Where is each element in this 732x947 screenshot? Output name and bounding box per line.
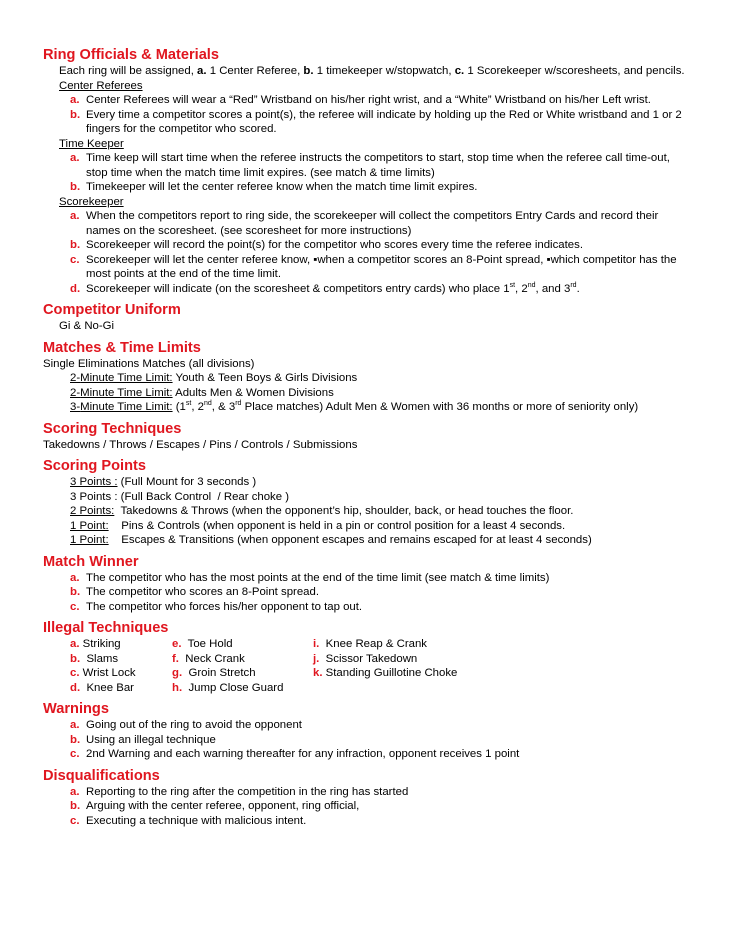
illegal-item bbox=[172, 666, 313, 681]
time-limit-row bbox=[43, 386, 693, 401]
list-text: , 2 bbox=[515, 282, 528, 295]
time-limit-number: 2- bbox=[70, 386, 81, 399]
uniform-text: Gi & No-Gi bbox=[59, 320, 115, 332]
illegal-item bbox=[313, 652, 457, 667]
list-item bbox=[43, 799, 693, 814]
list-letter: b. bbox=[70, 108, 81, 121]
document bbox=[43, 46, 693, 828]
list-text: . bbox=[576, 282, 580, 295]
ordinal-suffix: st bbox=[509, 281, 516, 289]
list-letter: a. bbox=[70, 94, 80, 106]
list-letter: b. bbox=[70, 733, 81, 746]
points-row bbox=[43, 475, 693, 490]
list-text: Toe Hold bbox=[181, 638, 233, 650]
list-letter: d. bbox=[70, 282, 81, 295]
list-text: Slams bbox=[80, 652, 119, 665]
list-text: Jump Close Guard bbox=[182, 681, 284, 694]
list-item bbox=[43, 93, 693, 108]
list-item bbox=[43, 180, 693, 195]
illegal-techniques-columns bbox=[43, 637, 693, 695]
intro-text: 1 Scorekeeper w/scoresheets, and pencils. bbox=[464, 65, 685, 77]
list-text: The competitor who has the most points at the end of the time limit (see match & time limits) bbox=[86, 571, 550, 584]
intro-letter: a. bbox=[197, 65, 207, 77]
list-letter: j. bbox=[313, 652, 320, 665]
list-letter: h. bbox=[172, 681, 183, 694]
list-text: Timekeeper will let the center referee know when the match time limit expires. bbox=[86, 181, 478, 193]
illegal-item bbox=[70, 681, 172, 696]
list-text: The competitor who forces his/her opponent to tap out. bbox=[86, 600, 363, 613]
list-letter: c. bbox=[70, 814, 80, 827]
list-letter: d. bbox=[70, 681, 81, 694]
list-letter: e. bbox=[172, 638, 182, 650]
time-limit-row bbox=[43, 371, 693, 386]
section-heading: Ring Officials & Materials bbox=[43, 47, 219, 63]
time-limit-row bbox=[43, 400, 693, 415]
list-item bbox=[43, 747, 693, 762]
list-letter: a. bbox=[70, 152, 80, 164]
list-item bbox=[43, 733, 693, 748]
list-letter: a. bbox=[70, 785, 80, 798]
points-label: 3 Points : bbox=[70, 476, 118, 488]
list-item bbox=[43, 151, 693, 180]
time-limit-number: 2- bbox=[70, 372, 81, 384]
list-item bbox=[43, 814, 693, 829]
time-limit-label: Minute Time Limit: bbox=[80, 401, 173, 413]
time-limit-label: Minute Time Limit: bbox=[80, 372, 173, 384]
list-item bbox=[43, 600, 693, 615]
list-text: Scissor Takedown bbox=[319, 652, 418, 665]
illegal-item bbox=[70, 652, 172, 667]
illegal-item bbox=[70, 637, 172, 652]
list-letter: b. bbox=[70, 586, 81, 598]
ordinal-suffix: rd bbox=[235, 400, 242, 408]
ordinal-suffix: nd bbox=[527, 281, 536, 289]
list-item bbox=[43, 718, 693, 733]
illegal-item bbox=[313, 666, 457, 681]
section-heading: Disqualifications bbox=[43, 767, 160, 784]
list-item bbox=[43, 785, 693, 800]
list-letter: k. bbox=[313, 667, 323, 679]
list-letter: b. bbox=[70, 239, 81, 251]
points-row bbox=[43, 519, 693, 534]
list-item bbox=[43, 108, 693, 137]
list-text: Knee Reap & Crank bbox=[319, 638, 427, 650]
list-letter: f. bbox=[172, 652, 179, 665]
illegal-column bbox=[70, 637, 172, 695]
points-text: (Full Back Control / Rear choke ) bbox=[117, 490, 290, 503]
illegal-item bbox=[70, 666, 172, 681]
ordinal-suffix: rd bbox=[570, 281, 577, 289]
list-text: , and 3 bbox=[535, 282, 571, 295]
list-text: Every time a competitor scores a point(s), the referee will indicate by holding up the Red or White wristband and 1 or 2 fingers for the competitor who scored. bbox=[86, 108, 682, 135]
points-label: 2 Points: bbox=[70, 505, 115, 517]
list-letter: c. bbox=[70, 253, 80, 266]
points-text: Escapes & Transitions (when opponent escapes and remains escaped for at least 4 seconds) bbox=[108, 534, 592, 546]
section-heading: Matches & Time Limits bbox=[43, 339, 201, 356]
section-heading: Warnings bbox=[43, 701, 109, 717]
list-text: Knee Bar bbox=[80, 681, 134, 694]
list-text: Striking bbox=[79, 638, 121, 650]
list-text: Reporting to the ring after the competition in the ring has started bbox=[86, 785, 409, 798]
list-letter: g. bbox=[172, 667, 183, 679]
techniques-text: Takedowns / Throws / Escapes / Pins / Controls / Submissions bbox=[43, 438, 358, 451]
points-text: Takedowns & Throws (when the opponent’s hip, shoulder, back, or head touches the floor. bbox=[114, 505, 574, 517]
list-text: 2nd Warning and each warning thereafter for any infraction, opponent receives 1 point bbox=[86, 748, 520, 760]
list-letter: a. bbox=[70, 210, 80, 222]
illegal-item bbox=[172, 637, 313, 652]
list-item bbox=[43, 282, 693, 297]
time-limit-text: Youth & Teen Boys & Girls Divisions bbox=[172, 372, 358, 384]
list-text: Arguing with the center referee, opponent, ring official, bbox=[86, 800, 360, 812]
list-item bbox=[43, 209, 693, 238]
list-text: When the competitors report to ring side, the scorekeeper will collect the competitors Entry Cards and record their names on the scoresheet. (see scoresheet for more instructions) bbox=[86, 210, 659, 237]
time-limit-text: , & 3 bbox=[211, 401, 236, 413]
list-letter: b. bbox=[70, 181, 81, 193]
list-letter: b. bbox=[70, 800, 81, 812]
points-label: 3 Points : bbox=[70, 490, 118, 503]
list-text: Time keep will start time when the referee instructs the competitors to start, stop time when the referee call time-out, stop time when the match time limit expires. (see match & time limits) bbox=[86, 152, 670, 179]
time-limit-text: (1 bbox=[172, 401, 186, 413]
points-label: 1 Point: bbox=[70, 519, 109, 532]
section-heading: Match Winner bbox=[43, 553, 139, 570]
list-letter: b. bbox=[70, 652, 81, 665]
ring-intro bbox=[43, 64, 693, 79]
subsection-title: Scorekeeper bbox=[59, 195, 124, 208]
section-heading: Scoring Techniques bbox=[43, 420, 182, 437]
list-text: Scorekeeper will let the center referee know, ▪when a competitor scores an 8-Point spread, ▪which competitor has the most points at the end of the time limit. bbox=[86, 253, 677, 280]
intro-letter: b. bbox=[303, 65, 314, 77]
points-row bbox=[43, 504, 693, 519]
list-item bbox=[43, 238, 693, 253]
illegal-item bbox=[172, 652, 313, 667]
list-letter: c. bbox=[70, 667, 80, 679]
matches-intro: Single Eliminations Matches (all divisions) bbox=[43, 357, 255, 370]
list-text: Neck Crank bbox=[178, 652, 245, 665]
list-item bbox=[43, 585, 693, 600]
list-text: Standing Guillotine Choke bbox=[322, 667, 458, 679]
ordinal-suffix: nd bbox=[203, 400, 212, 408]
list-letter: c. bbox=[70, 600, 80, 613]
points-text: (Full Mount for 3 seconds ) bbox=[117, 476, 257, 488]
list-text: Using an illegal technique bbox=[86, 733, 216, 746]
illegal-item bbox=[313, 637, 457, 652]
points-row bbox=[43, 490, 693, 505]
list-item bbox=[43, 253, 693, 282]
list-text: The competitor who scores an 8-Point spread. bbox=[86, 586, 319, 598]
time-limit-number: 3- bbox=[70, 401, 81, 413]
list-text: Scorekeeper will indicate (on the scoresheet & competitors entry cards) who place 1 bbox=[86, 282, 510, 295]
list-text: Groin Stretch bbox=[182, 667, 256, 679]
section-heading: Illegal Techniques bbox=[43, 620, 169, 636]
subsection-title: Time Keeper bbox=[59, 137, 124, 150]
intro-text: 1 timekeeper w/stopwatch, bbox=[313, 65, 455, 77]
points-text: Pins & Controls (when opponent is held in a pin or control position for a least 4 seconds. bbox=[108, 519, 566, 532]
time-limit-text: Place matches) Adult Men & Women with 36 months or more of seniority only) bbox=[241, 401, 639, 413]
time-limit-text: Adults Men & Women Divisions bbox=[172, 386, 334, 399]
section-heading: Scoring Points bbox=[43, 458, 146, 474]
list-letter: a. bbox=[70, 719, 80, 731]
list-text: Wrist Lock bbox=[79, 667, 136, 679]
list-letter: i. bbox=[313, 638, 320, 650]
list-text: Center Referees will wear a “Red” Wristband on his/her right wrist, and a “White” Wristband on his/her Left wrist. bbox=[86, 94, 651, 106]
list-text: Scorekeeper will record the point(s) for the competitor who scores every time the referee indicates. bbox=[86, 239, 583, 251]
illegal-item bbox=[172, 681, 313, 696]
intro-text: Each ring will be assigned, bbox=[59, 65, 198, 77]
illegal-column bbox=[172, 637, 313, 695]
list-item bbox=[43, 571, 693, 586]
time-limit-label: Minute Time Limit: bbox=[80, 386, 173, 399]
list-text: Going out of the ring to avoid the opponent bbox=[86, 719, 302, 731]
points-row bbox=[43, 533, 693, 548]
section-heading: Competitor Uniform bbox=[43, 302, 181, 318]
ordinal-suffix: st bbox=[185, 400, 192, 408]
intro-text: 1 Center Referee, bbox=[206, 65, 304, 77]
list-letter: a. bbox=[70, 638, 80, 650]
illegal-column bbox=[313, 637, 457, 695]
list-letter: a. bbox=[70, 571, 80, 584]
time-limit-text: , 2 bbox=[191, 401, 204, 413]
intro-letter: c. bbox=[454, 65, 465, 77]
list-text: Executing a technique with malicious intent. bbox=[86, 814, 307, 827]
subsection-title: Center Referees bbox=[59, 79, 143, 92]
points-label: 1 Point: bbox=[70, 534, 109, 546]
list-letter: c. bbox=[70, 748, 80, 760]
